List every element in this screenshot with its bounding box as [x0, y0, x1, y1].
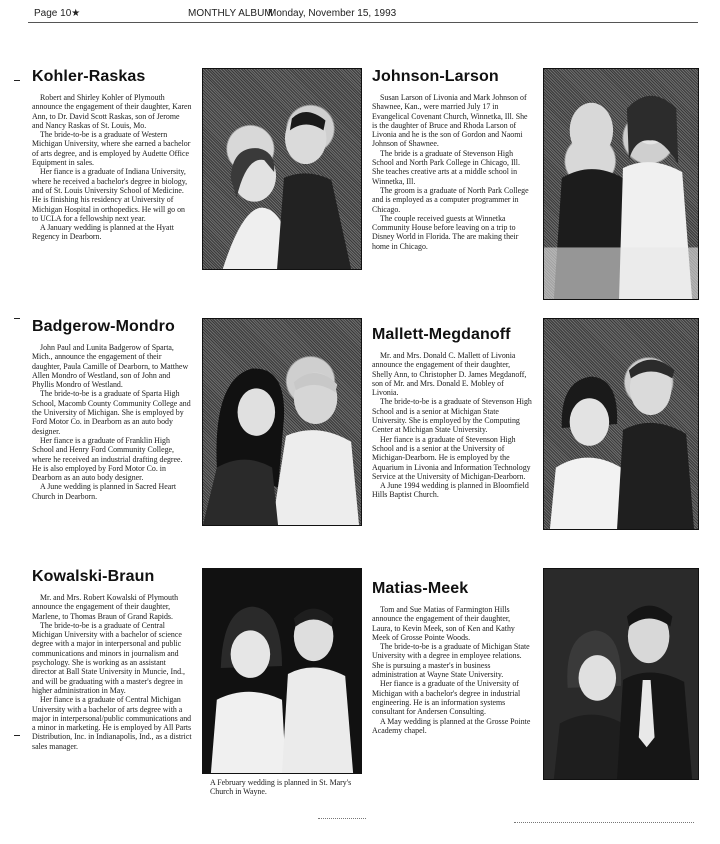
- couple-photo: [202, 318, 362, 526]
- header-rule: [28, 22, 698, 23]
- dotted-rule: [514, 822, 694, 824]
- publication-date: Monday, November 15, 1993: [268, 8, 397, 19]
- gutter-mark: [14, 735, 20, 736]
- paragraph: A May wedding is planned at the Grosse Pointe Academy chapel.: [372, 716, 531, 735]
- gutter-mark: [14, 318, 20, 319]
- gutter-mark: [14, 80, 20, 81]
- announcement-badgerow-mondro: [32, 318, 192, 501]
- paragraph: The bride is a graduate of Stevenson High School and North Park College in Chicago, Ill. She teaches creative arts at a middle school in Winnetka, Ill.: [372, 148, 520, 186]
- publication-name: MONTHLY ALBUM: [188, 8, 273, 19]
- announcement-kowalski-braun: [32, 568, 192, 751]
- paragraph: Mr. and Mrs. Robert Kowalski of Plymouth announce the engagement of their daughter, Marlene, to Thomas Braun of Grand Rapids.: [32, 593, 179, 621]
- paragraph: A June wedding is planned in Sacred Heart Church in Dearborn.: [32, 482, 177, 501]
- photo-caption: A February wedding is planned in St. Mary's Church in Wayne.: [210, 778, 352, 797]
- announcement-johnson-larson: [372, 68, 532, 251]
- paragraph: The couple received guests at Winnetka Community House before leaving on a trip to Disney World in Florida. The are making their home in Chicago.: [372, 213, 519, 251]
- couple-photo: [543, 318, 699, 530]
- paragraph: The bride-to-be is a graduate of Central Michigan University with a bachelor of science degree with a major in interpersonal and public communications and minors in journalism and psychology. She is working as an assistant director at Ball State University in Muncie, Ind., and will be graduating with a master's degree in higher administration in May.: [32, 620, 185, 695]
- paragraph: Tom and Sue Matias of Farmington Hills announce the engagement of their daughter, Laura, to Kevin Meek, son of Ken and Kathy Meek of Grosse Pointe Woods.: [372, 605, 515, 642]
- dotted-rule: [318, 818, 366, 820]
- paragraph: Robert and Shirley Kohler of Plymouth announce the engagement of their daughter, Karen Ann, to Dr. David Scott Raskas, son of Jerome and Nancy Raskas of St. Louis, Mo.: [32, 93, 192, 130]
- page-number: Page 10★: [34, 8, 81, 19]
- paragraph: A January wedding is planned at the Hyatt Regency in Dearborn.: [32, 223, 174, 242]
- headline: Kowalski-Braun: [32, 568, 155, 585]
- paragraph: Her fiance is a graduate of Indiana University, where he received a bachelor's degree in biology, and of St. Louis University School of Medicine. He is finishing his residency at University of Michigan Hospital in orthopedics. He will go on to UCLA for a fellowship next year.: [32, 167, 188, 223]
- paragraph: The bride-to-be is a graduate of Michigan State University with a degree in employee relations. She is pursuing a master's in business administration at Wayne State University.: [372, 642, 530, 680]
- paragraph: Her fiance is a graduate of Stevenson High School and is a senior at the University of Michigan-Dearborn. He is employed by the Aquarium in Livonia and Information Technology Service at the University of Michigan-Dearborn.: [372, 434, 531, 481]
- couple-photo: [543, 568, 699, 780]
- paragraph: John Paul and Lunita Badgerow of Sparta, Mich., announce the engagement of their daughter, Paula Camille of Dearborn, to Matthew Allen Mondro of Westland, son of John and Phyllis Mondro of Westland.: [32, 343, 189, 390]
- announcement-matias-meek: [372, 580, 532, 735]
- headline: Kohler-Raskas: [32, 68, 146, 85]
- paragraph: Her fiance is a graduate of Franklin High School and Henry Ford Community College, where he received an industrial drafting degree. He is also employed by Ford Motor Co. in Dearborn as an auto body designer.: [32, 435, 183, 483]
- page-header: [30, 8, 670, 26]
- couple-photo: [543, 68, 699, 300]
- paragraph: The bride-to-be is a graduate of Sparta High School, Macomb County Community College and the University of Michigan. She is employed by Ford Motor Co. in Dearborn as an auto body designer.: [32, 389, 191, 436]
- paragraph: Mr. and Mrs. Donald C. Mallett of Livonia announce the engagement of their daughter, Shelly Ann, to Christopher D. James Megdanoff, son of Mr. and Mrs. Donald E. Mobley of Livonia.: [372, 351, 527, 398]
- paragraph: A June 1994 wedding is planned in Bloomfield Hills Baptist Church.: [372, 481, 529, 500]
- announcement-mallett-megdanoff: [372, 326, 532, 500]
- paragraph: The bride-to-be is a graduate of Stevenson High School and is a senior at Michigan State University. She is employed by the Computing Center at Michigan State University.: [372, 397, 532, 435]
- couple-photo: [202, 68, 362, 270]
- paragraph: Her fiance is a graduate of Central Michigan University with a bachelor of arts degree with a major in interpersonal/public communications and a minor in marketing. He is employed by All Parts Distribution, Inc. in Indianapolis, Ind., as a district sales manager.: [32, 695, 192, 751]
- paragraph: Her fiance is a graduate of the University of Michigan with a bachelor's degree in industrial engineering. He is an information systems consultant for Andersen Consulting.: [372, 679, 521, 717]
- headline: Badgerow-Mondro: [32, 318, 175, 335]
- couple-photo: [202, 568, 362, 774]
- headline: Johnson-Larson: [372, 68, 499, 85]
- announcement-kohler-raskas: [32, 68, 192, 242]
- paragraph: The groom is a graduate of North Park College and is employed as a computer programmer in Chicago.: [372, 185, 529, 214]
- paragraph: Susan Larson of Livonia and Mark Johnson of Shawnee, Kan., were married July 17 in Evangelical Covenant Church, Winnetka, Ill. She is the daughter of Bruce and Rhoda Larson of Livonia and he is the son of Gordon and Naomi Johnson of Shawnee.: [372, 93, 528, 149]
- headline: Matias-Meek: [372, 580, 469, 597]
- headline: Mallett-Megdanoff: [372, 326, 511, 343]
- paragraph: The bride-to-be is a graduate of Western Michigan University, where she earned a bachelor of arts degree, and is employed by Audette Office Equipment in sales.: [32, 130, 191, 168]
